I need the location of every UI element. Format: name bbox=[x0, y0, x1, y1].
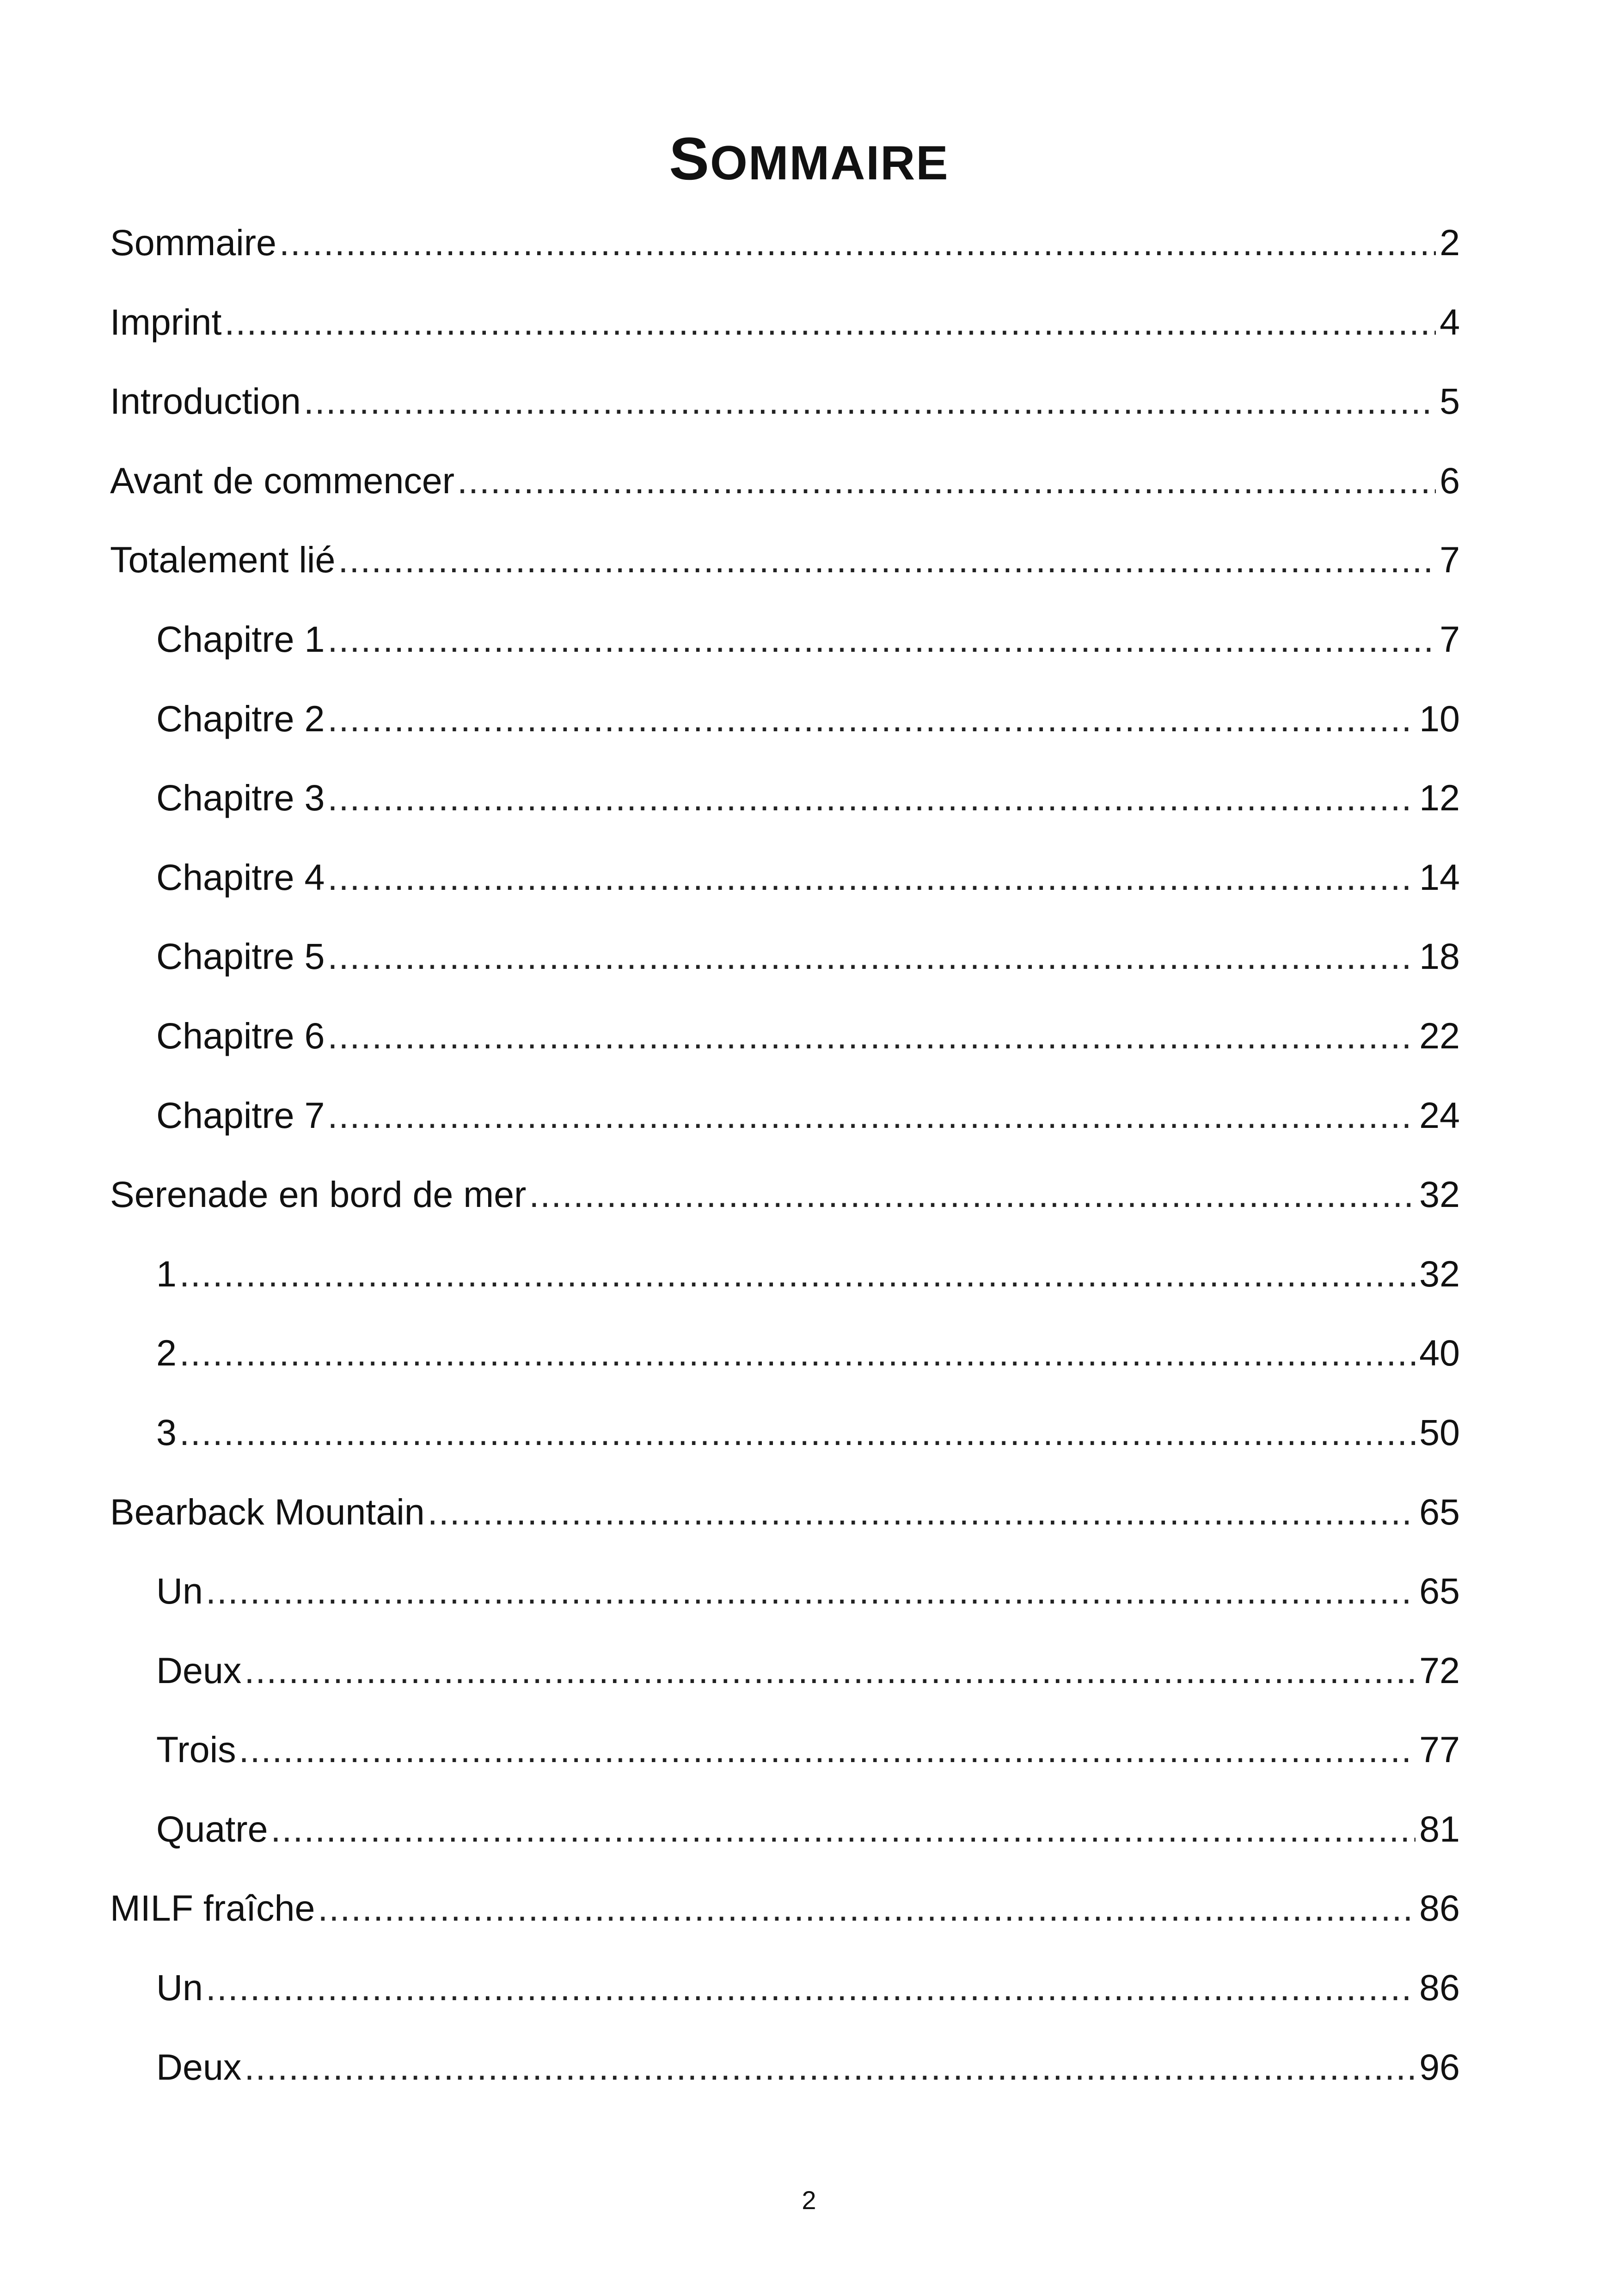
page-title-initial: S bbox=[669, 125, 711, 192]
toc-entry-page-number: 24 bbox=[1419, 1094, 1460, 1136]
toc-entry-page-number: 86 bbox=[1419, 1967, 1460, 2008]
toc-entry[interactable] bbox=[110, 1244, 1460, 1323]
toc-entry-page-number: 96 bbox=[1419, 2046, 1460, 2088]
toc-entry-label: 3 bbox=[156, 1411, 177, 1453]
toc-entry[interactable] bbox=[110, 926, 1460, 1006]
toc-dot-leader bbox=[179, 1244, 1416, 1304]
toc-entry[interactable] bbox=[110, 1561, 1460, 1641]
toc-dot-leader bbox=[328, 689, 1416, 749]
toc-dot-leader bbox=[328, 1006, 1416, 1066]
toc-entry-page-number: 14 bbox=[1419, 856, 1460, 898]
toc-entry-label: Avant de commencer bbox=[110, 459, 455, 501]
toc-entry[interactable] bbox=[110, 1958, 1460, 2037]
toc-entry-page-number: 32 bbox=[1419, 1253, 1460, 1294]
toc-entry[interactable] bbox=[110, 609, 1460, 689]
toc-dot-leader bbox=[328, 768, 1416, 828]
toc-entry-page-number: 86 bbox=[1419, 1887, 1460, 1929]
toc-dot-leader bbox=[457, 451, 1436, 511]
toc-entry-page-number: 22 bbox=[1419, 1015, 1460, 1056]
toc-entry-page-number: 4 bbox=[1440, 301, 1460, 343]
toc-entry[interactable] bbox=[110, 689, 1460, 768]
toc-entry-page-number: 32 bbox=[1419, 1174, 1460, 1215]
toc-entry-label: Chapitre 7 bbox=[156, 1094, 325, 1136]
toc-entry-label: Bearback Mountain bbox=[110, 1491, 425, 1532]
toc-entry-label: 2 bbox=[156, 1332, 177, 1374]
toc-dot-leader bbox=[206, 1561, 1416, 1621]
toc-entry[interactable] bbox=[110, 213, 1460, 292]
toc-entry[interactable] bbox=[110, 1323, 1460, 1402]
toc-entry-label: Chapitre 6 bbox=[156, 1015, 325, 1056]
toc-entry-label: Imprint bbox=[110, 301, 222, 343]
toc-dot-leader bbox=[279, 213, 1436, 273]
toc-entry[interactable] bbox=[110, 1799, 1460, 1879]
toc-dot-leader bbox=[244, 2037, 1416, 2097]
toc-entry-page-number: 81 bbox=[1419, 1808, 1460, 1849]
table-of-contents bbox=[110, 213, 1460, 2116]
toc-entry-page-number: 50 bbox=[1419, 1411, 1460, 1453]
toc-entry[interactable] bbox=[110, 847, 1460, 927]
toc-entry-label: Deux bbox=[156, 1649, 242, 1691]
toc-entry-page-number: 10 bbox=[1419, 698, 1460, 739]
toc-dot-leader bbox=[244, 1641, 1416, 1701]
toc-entry-label: Chapitre 5 bbox=[156, 936, 325, 977]
toc-entry-label: Introduction bbox=[110, 380, 301, 422]
toc-entry[interactable] bbox=[110, 1720, 1460, 1799]
toc-entry-label: Deux bbox=[156, 2046, 242, 2088]
toc-entry[interactable] bbox=[110, 1006, 1460, 1085]
toc-entry-label: Chapitre 1 bbox=[156, 618, 325, 660]
toc-dot-leader bbox=[328, 1085, 1416, 1145]
toc-entry[interactable] bbox=[110, 371, 1460, 451]
toc-entry[interactable] bbox=[110, 1402, 1460, 1482]
toc-entry-page-number: 7 bbox=[1440, 618, 1460, 660]
toc-entry[interactable] bbox=[110, 1164, 1460, 1244]
toc-dot-leader bbox=[304, 371, 1436, 431]
toc-dot-leader bbox=[206, 1958, 1416, 2018]
toc-dot-leader bbox=[328, 847, 1416, 907]
toc-dot-leader bbox=[179, 1402, 1416, 1463]
toc-entry-label: Un bbox=[156, 1967, 203, 2008]
toc-entry[interactable] bbox=[110, 1085, 1460, 1165]
toc-entry-page-number: 6 bbox=[1440, 459, 1460, 501]
toc-dot-leader bbox=[428, 1482, 1416, 1542]
toc-dot-leader bbox=[271, 1799, 1416, 1859]
toc-entry-label: Chapitre 3 bbox=[156, 777, 325, 819]
footer-page-number: 2 bbox=[802, 2186, 816, 2215]
toc-entry[interactable] bbox=[110, 2037, 1460, 2117]
toc-entry[interactable] bbox=[110, 1482, 1460, 1561]
toc-entry[interactable] bbox=[110, 530, 1460, 609]
toc-dot-leader bbox=[328, 609, 1436, 669]
toc-dot-leader bbox=[529, 1164, 1416, 1225]
toc-entry-label: Trois bbox=[156, 1729, 236, 1770]
toc-entry-page-number: 65 bbox=[1419, 1491, 1460, 1532]
toc-entry-label: Totalement lié bbox=[110, 539, 336, 581]
toc-dot-leader bbox=[318, 1878, 1416, 1938]
toc-entry-page-number: 7 bbox=[1440, 539, 1460, 581]
toc-dot-leader bbox=[338, 530, 1436, 590]
toc-dot-leader bbox=[179, 1323, 1416, 1383]
page-title bbox=[0, 124, 1618, 198]
toc-entry-page-number: 5 bbox=[1440, 380, 1460, 422]
toc-entry-label: Chapitre 2 bbox=[156, 698, 325, 739]
toc-entry-label: Serenade en bord de mer bbox=[110, 1174, 527, 1215]
toc-entry[interactable] bbox=[110, 1878, 1460, 1958]
toc-entry-page-number: 77 bbox=[1419, 1729, 1460, 1770]
toc-entry[interactable] bbox=[110, 1641, 1460, 1720]
page-title-rest: OMMAIRE bbox=[710, 136, 949, 190]
toc-entry[interactable] bbox=[110, 451, 1460, 530]
toc-entry-page-number: 65 bbox=[1419, 1570, 1460, 1612]
toc-entry-page-number: 40 bbox=[1419, 1332, 1460, 1374]
toc-dot-leader bbox=[224, 292, 1436, 352]
toc-entry-label: Sommaire bbox=[110, 222, 276, 263]
toc-entry-page-number: 12 bbox=[1419, 777, 1460, 819]
toc-entry[interactable] bbox=[110, 292, 1460, 372]
toc-entry[interactable] bbox=[110, 768, 1460, 847]
toc-entry-page-number: 72 bbox=[1419, 1649, 1460, 1691]
toc-entry-page-number: 18 bbox=[1419, 936, 1460, 977]
toc-entry-label: Chapitre 4 bbox=[156, 856, 325, 898]
toc-entry-page-number: 2 bbox=[1440, 222, 1460, 263]
toc-entry-label: MILF fraîche bbox=[110, 1887, 315, 1929]
toc-dot-leader bbox=[239, 1720, 1416, 1780]
toc-entry-label: 1 bbox=[156, 1253, 177, 1294]
toc-dot-leader bbox=[328, 926, 1416, 986]
toc-entry-label: Un bbox=[156, 1570, 203, 1612]
toc-entry-label: Quatre bbox=[156, 1808, 268, 1849]
